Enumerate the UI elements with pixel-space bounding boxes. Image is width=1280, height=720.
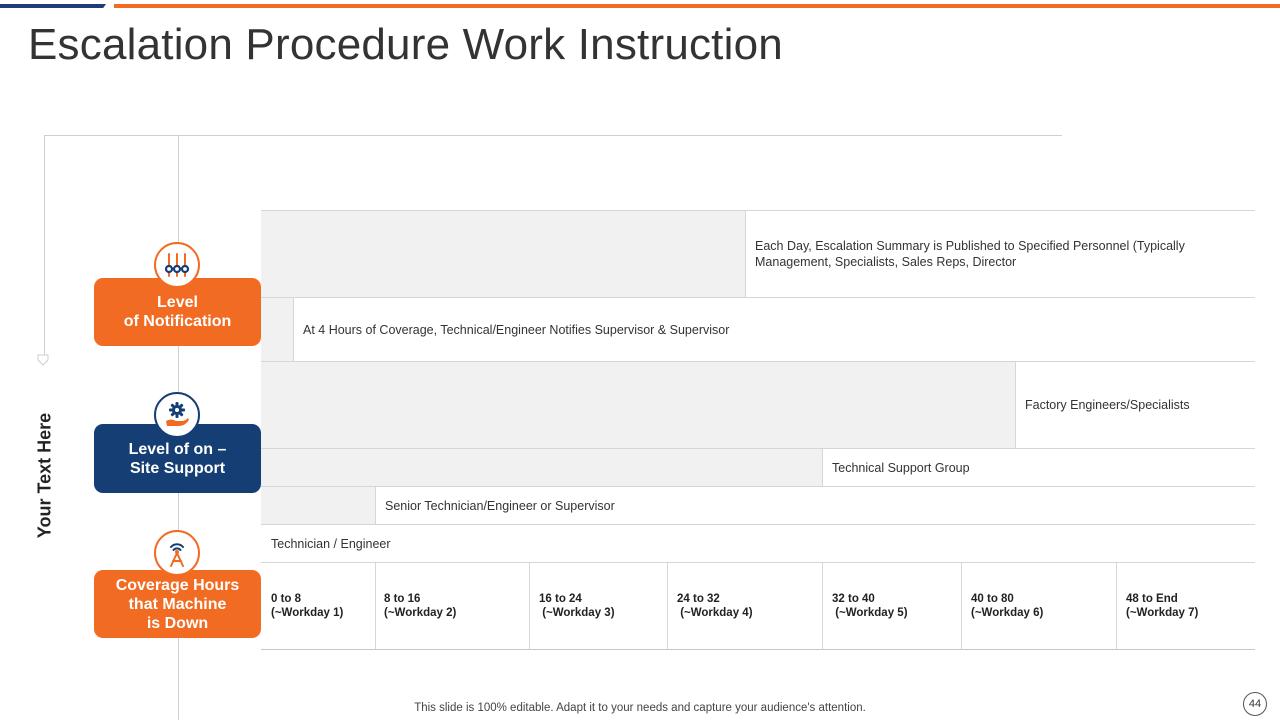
category-coverage-hours [94,570,261,638]
grid-line [261,210,1255,211]
grid-line [261,361,1255,362]
grid-line [261,297,1255,298]
column-divider [822,563,823,649]
column-hours: 16 to 24 [539,593,582,605]
column-hours: 40 to 80 [971,593,1014,605]
column-hours: 24 to 32 [677,593,720,605]
column-4 [832,592,908,620]
column-workday: (~Workday 7) [1126,607,1199,619]
row-daily-summary-text: Each Day, Escalation Summary is Published to Specified Personnel (Typically Management, Specialists, Sales Reps, Director [755,239,1185,269]
row-tech-support-text: Technical Support Group [832,461,970,475]
row-senior-bar [261,487,375,524]
grid-line [261,562,1255,563]
page-number: 44 [1243,692,1267,716]
row-factory-bar [261,362,1015,448]
column-1 [384,592,456,620]
category-onsite-support-label: Level of on – Site Support [128,440,227,477]
arrow-down-icon [37,354,49,366]
row-senior-text: Senior Technician/Engineer or Supervisor [385,499,615,513]
sliders-icon [154,242,200,288]
grid-divider [745,211,746,297]
column-hours: 48 to End [1126,593,1178,605]
frame-top-line [44,135,1062,136]
row-daily-summary-bar [261,211,745,297]
column-hours: 0 to 8 [271,593,302,605]
column-0 [271,592,343,620]
column-workday: (~Workday 6) [971,607,1044,619]
column-3 [677,592,753,620]
column-divider [375,563,376,649]
grid-line [261,448,1255,449]
grid-line [261,649,1255,650]
column-workday: (~Workday 5) [832,607,908,619]
column-workday: (~Workday 4) [677,607,753,619]
column-divider [961,563,962,649]
column-hours: 8 to 16 [384,593,421,605]
row-factory-text: Factory Engineers/Specialists [1025,398,1190,412]
column-hours: 32 to 40 [832,593,875,605]
top-accent-bar-orange [114,4,1280,8]
row-four-hours-text: At 4 Hours of Coverage, Technical/Engineer Notifies Supervisor & Supervisor [303,323,730,337]
grid-line [261,486,1255,487]
grid-divider [1015,362,1016,448]
grid-divider [375,487,376,524]
top-accent-bar-blue [0,4,106,8]
column-2 [539,592,615,620]
row-four-hours-bar [261,298,293,362]
row-technician-text: Technician / Engineer [271,537,391,551]
page-title: Escalation Procedure Work Instruction [28,20,783,69]
tower-icon [154,530,200,576]
frame-left-line [44,135,45,355]
grid-line [261,524,1255,525]
column-5 [971,592,1043,620]
column-workday: (~Workday 3) [539,607,615,619]
column-workday: (~Workday 2) [384,607,457,619]
footer-note: This slide is 100% editable. Adapt it to your needs and capture your audience's attention. [414,702,866,714]
side-label: Your Text Here [34,412,55,539]
grid-divider [822,449,823,486]
category-notification-label: Level of Notification [123,294,232,330]
grid-divider [293,298,294,361]
column-divider [667,563,668,649]
category-coverage-hours-label: Coverage Hours that Machine is Down [115,576,240,632]
column-divider [529,563,530,649]
gear-hand-icon [154,392,200,438]
column-6 [1126,592,1198,620]
column-divider [1116,563,1117,649]
column-workday: (~Workday 1) [271,607,344,619]
row-tech-support-bar [261,449,822,486]
category-notification [94,278,261,346]
